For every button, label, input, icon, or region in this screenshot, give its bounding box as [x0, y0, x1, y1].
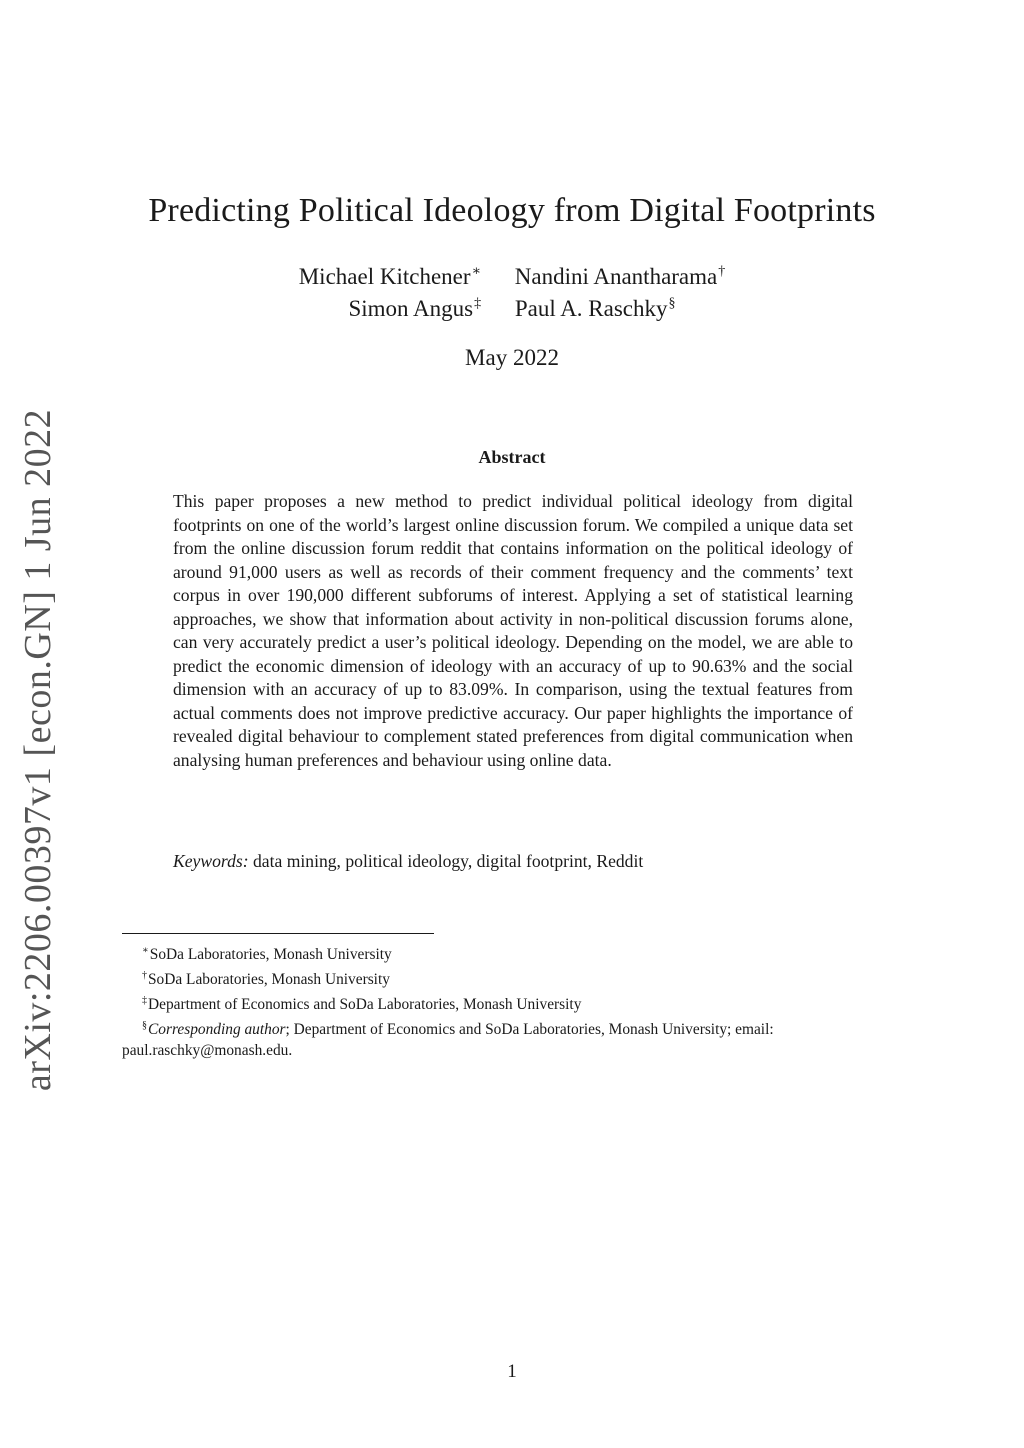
footnote-italic: Corresponding author: [148, 1021, 286, 1038]
footnote-text: ; Department of Economics and SoDa Laboratories, Monash University; email: paul.raschky@monash.edu.: [122, 1021, 774, 1059]
author-footnote-mark: ∗: [471, 264, 482, 279]
author-row: [0, 296, 1024, 322]
footnote-divider: [122, 933, 434, 934]
author: [299, 263, 481, 290]
page-number: 1: [507, 1361, 517, 1382]
author: [515, 264, 725, 290]
footnote: [122, 940, 912, 965]
keywords-label: Keywords:: [173, 851, 249, 871]
author-name: Paul A. Raschky: [514, 296, 668, 321]
footnote-mark: ∗: [142, 945, 149, 956]
author-name: Nandini Anantharama: [514, 264, 718, 289]
footnote-text: SoDa Laboratories, Monash University: [149, 946, 392, 963]
footnote: [122, 965, 912, 990]
footnote-text: Department of Economics and SoDa Laboratories, Monash University: [148, 996, 582, 1013]
footnote-mark: §: [142, 1020, 147, 1031]
keywords: [173, 851, 853, 872]
publication-date: May 2022: [465, 345, 559, 370]
footnote-mark: †: [142, 970, 147, 981]
author: [515, 296, 676, 322]
author-footnote-mark: †: [718, 264, 726, 279]
author-name: Simon Angus: [348, 296, 474, 321]
abstract-heading: Abstract: [478, 447, 546, 467]
paper-title: Predicting Political Ideology from Digital Footprints: [148, 192, 876, 229]
author-row: [0, 263, 1024, 290]
footnotes: [122, 940, 912, 1061]
footnote: [122, 990, 912, 1015]
arxiv-identifier-stamp: arXiv:2206.00397v1 [econ.GN] 1 Jun 2022: [17, 408, 59, 1092]
footnote-mark: ‡: [142, 995, 147, 1006]
keywords-text: data mining, political ideology, digital footprint, Reddit: [253, 851, 644, 871]
footnote: [122, 1015, 912, 1061]
author-footnote-mark: ‡: [474, 296, 482, 311]
footnote-text: SoDa Laboratories, Monash University: [148, 971, 390, 988]
author-name: Michael Kitchener: [298, 264, 471, 289]
abstract-body: This paper proposes a new method to predict individual political ideology from digital footprints on one of the world’s largest online discussion forum. We compiled a unique data set from the online discussion forum reddit that contains information on the political ideology of around 91,000 users as well as records of their comment frequency and the comments’ text corpus in over 190,000 different subforums of interest. Applying a set of statistical learning approaches, we show that information about activity in non-political discussion forums alone, can very accurately predict a user’s political ideology. Depending on the model, we are able to predict the economic dimension of ideology with an accuracy of up to 90.63% and the social dimension with an accuracy of up to 83.09%. In comparison, using the textual features from actual comments does not improve predictive accuracy. Our paper highlights the importance of revealed digital behaviour to complement stated preferences from digital communication when analysing human preferences and behaviour using online data.: [173, 491, 853, 770]
author: [348, 296, 481, 322]
author-footnote-mark: §: [668, 296, 676, 311]
